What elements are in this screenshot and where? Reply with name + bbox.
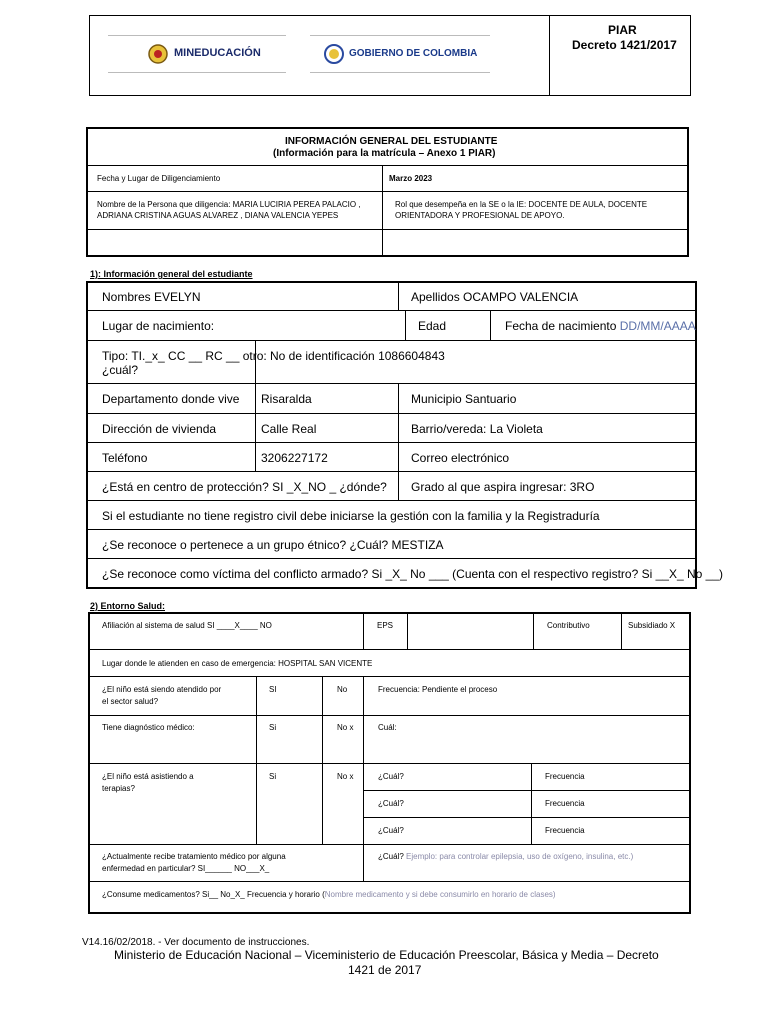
departamento-value: Risaralda bbox=[261, 392, 312, 406]
terapia-frecuencia-1: Frecuencia bbox=[545, 772, 585, 781]
registro-civil: Si el estudiante no tiene registro civil debe iniciarse la gestión con la familia y la Registraduría bbox=[102, 509, 600, 523]
general-subtitle: (Información para la matrícula – Anexo 1 PIAR) bbox=[273, 148, 496, 159]
emergencia: Lugar donde le atienden en caso de emergencia: HOSPITAL SAN VICENTE bbox=[102, 659, 373, 668]
terapia-cual-3: ¿Cuál? bbox=[378, 826, 404, 835]
departamento-label: Departamento donde vive bbox=[102, 392, 240, 406]
eps-label: EPS bbox=[377, 621, 394, 630]
correo: Correo electrónico bbox=[411, 451, 510, 465]
diagnostico-si: Si bbox=[269, 723, 277, 732]
terapias-line2: terapias? bbox=[102, 784, 135, 793]
telefono-label: Teléfono bbox=[102, 451, 148, 465]
subsidiado: Subsidiado X bbox=[628, 621, 676, 630]
tipo-line1: Tipo: TI._x_ CC __ RC __ otro: bbox=[102, 349, 267, 363]
terapia-cual-1: ¿Cuál? bbox=[378, 772, 404, 781]
atendido-line2: el sector salud? bbox=[102, 697, 159, 706]
identificacion: No de identificación 1086604843 bbox=[270, 349, 445, 363]
diagnostico-no: No x bbox=[337, 723, 354, 732]
terapias-no: No x bbox=[337, 772, 354, 781]
section2-heading: 2) Entorno Salud: bbox=[90, 601, 165, 611]
terapias-line1: ¿El niño está asistiendo a bbox=[102, 772, 194, 781]
person-line2: ADRIANA CRISTINA AGUAS ALVAREZ , DIANA VALENCIA YEPES bbox=[97, 211, 339, 220]
tratamiento-ejemplo: Ejemplo: para controlar epilepsia, uso de oxígeno, insulina, etc.) bbox=[406, 852, 634, 861]
atendido-line1: ¿El niño está siendo atendido por bbox=[102, 685, 222, 694]
terapias-si: Si bbox=[269, 772, 277, 781]
nombres: Nombres EVELYN bbox=[102, 290, 201, 304]
tipo-line2: ¿cuál? bbox=[102, 363, 139, 377]
grado: Grado al que aspira ingresar: 3RO bbox=[411, 480, 595, 494]
colombia-seal-icon bbox=[324, 44, 344, 64]
tratamiento-cual: ¿Cuál? Ejemplo: para controlar epilepsia, uso de oxígeno, insulina, etc.) bbox=[378, 852, 634, 861]
telefono-value: 3206227172 bbox=[261, 451, 328, 465]
atendido-no: No bbox=[337, 685, 348, 694]
fecha-format: DD/MM/AAAA bbox=[619, 319, 696, 333]
lugar-nacimiento: Lugar de nacimiento: bbox=[102, 319, 215, 333]
edad: Edad bbox=[418, 319, 447, 333]
footer-version: V14.16/02/2018. - Ver documento de instrucciones. bbox=[82, 937, 310, 948]
terapia-frecuencia-2: Frecuencia bbox=[545, 799, 585, 808]
role-line2: ORIENTADORA Y PROFESIONAL DE APOYO. bbox=[395, 211, 565, 220]
mineducacion-text: MINEDUCACIÓN bbox=[174, 47, 261, 59]
date-label: Fecha y Lugar de Diligenciamiento bbox=[97, 174, 221, 183]
afiliacion: Afiliación al sistema de salud SI ____X____ NO bbox=[102, 621, 272, 630]
section1-heading: 1): Información general del estudiante bbox=[90, 269, 253, 279]
direccion-value: Calle Real bbox=[261, 422, 317, 436]
date-value: Marzo 2023 bbox=[389, 174, 433, 183]
gobierno-text: GOBIERNO DE COLOMBIA bbox=[349, 48, 478, 59]
municipio: Municipio Santuario bbox=[411, 392, 517, 406]
diagnostico: Tiene diagnóstico médico: bbox=[102, 723, 195, 732]
medicamentos: ¿Consume medicamentos? Si__ No_X_ Frecuencia y horario (Nombre medicamento y si debe consumirlo en horario de clases) bbox=[102, 890, 556, 899]
tratamiento-line2: enfermedad en particular? SI______ NO___X_ bbox=[102, 864, 270, 873]
terapia-cual-2: ¿Cuál? bbox=[378, 799, 404, 808]
diagnostico-cual: Cuál: bbox=[378, 723, 397, 732]
coat-of-arms-icon bbox=[148, 44, 168, 64]
medicamentos-hint: Nombre medicamento y si debe consumirlo en horario de clases) bbox=[324, 890, 556, 899]
contributivo: Contributivo bbox=[547, 621, 590, 630]
victima-conflicto: ¿Se reconoce como víctima del conflicto armado? Si _X_ No ___ (Cuenta con el respectivo registro? Si __X_ No __) bbox=[102, 567, 723, 581]
person-line1: Nombre de la Persona que diligencia: MARIA LUCIRIA PEREA PALACIO , bbox=[97, 200, 361, 209]
piar-title: PIAR bbox=[608, 23, 637, 37]
footer-line1: Ministerio de Educación Nacional – Viceministerio de Educación Preescolar, Básica y Media – Decreto bbox=[114, 948, 659, 962]
fecha-nacimiento: Fecha de nacimiento DD/MM/AAAA bbox=[505, 319, 696, 333]
terapia-frecuencia-3: Frecuencia bbox=[545, 826, 585, 835]
grupo-etnico: ¿Se reconoce o pertenece a un grupo étnico? ¿Cuál? MESTIZA bbox=[102, 538, 444, 552]
barrio: Barrio/vereda: La Violeta bbox=[411, 422, 543, 436]
proteccion: ¿Está en centro de protección? SI _X_NO _ ¿dónde? bbox=[102, 480, 387, 494]
decree-label: Decreto 1421/2017 bbox=[572, 38, 677, 52]
tratamiento-line1: ¿Actualmente recibe tratamiento médico por alguna bbox=[102, 852, 286, 861]
direccion-label: Dirección de vivienda bbox=[102, 422, 217, 436]
gobierno-logo bbox=[324, 44, 344, 64]
general-title: INFORMACIÓN GENERAL DEL ESTUDIANTE bbox=[285, 136, 498, 147]
role-line1: Rol que desempeña en la SE o la IE: DOCENTE DE AULA, DOCENTE bbox=[395, 200, 648, 209]
apellidos: Apellidos OCAMPO VALENCIA bbox=[411, 290, 579, 304]
footer-line2: 1421 de 2017 bbox=[348, 963, 422, 977]
atendido-si: SI bbox=[269, 685, 277, 694]
mineducacion-logo bbox=[148, 44, 168, 64]
frecuencia-proceso: Frecuencia: Pendiente el proceso bbox=[378, 685, 498, 694]
